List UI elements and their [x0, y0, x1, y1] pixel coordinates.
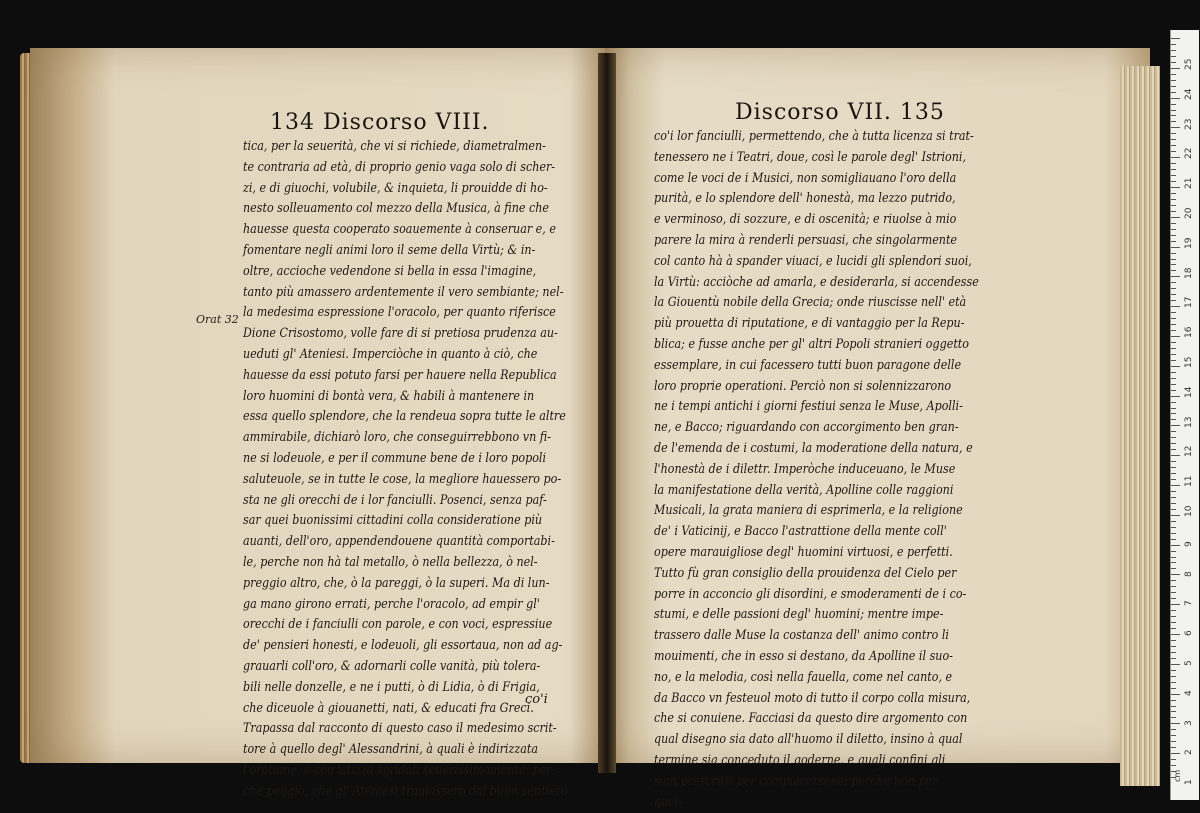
text-line: tanto più amassero ardentemente il vero sembiante; nel- — [243, 283, 568, 304]
ruler-number: 12 — [1184, 446, 1194, 457]
ruler-tick — [1171, 759, 1176, 760]
ruler-tick — [1171, 419, 1176, 420]
ruler-number: 5 — [1184, 660, 1194, 666]
ruler-tick — [1171, 276, 1180, 277]
ruler-tick — [1171, 139, 1176, 140]
ruler-tick — [1171, 640, 1176, 641]
ruler-tick — [1171, 300, 1176, 301]
ruler-tick — [1171, 688, 1176, 689]
ruler-tick — [1171, 634, 1180, 635]
ruler-tick — [1171, 157, 1180, 158]
ruler-number: 11 — [1184, 476, 1194, 487]
ruler-tick — [1171, 360, 1176, 361]
text-line: ga mano girono errati, perche l'oracolo, ad empir gl' — [243, 595, 568, 616]
ruler-tick — [1171, 628, 1176, 629]
text-line: orecchi de i fanciulli con parole, e con voci, espressiue — [243, 615, 568, 636]
text-line: termine sia conceduto il goderne, e quali confini gli — [654, 751, 979, 772]
ruler-tick — [1171, 497, 1176, 498]
ruler-tick — [1171, 676, 1176, 677]
text-line: de l'emenda de i costumi, la moderatione della natura, e — [654, 439, 979, 460]
ruler-tick — [1171, 592, 1176, 593]
ruler-tick — [1171, 533, 1176, 534]
ruler-tick — [1171, 616, 1176, 617]
ruler-unit-label: cm — [1173, 770, 1182, 782]
ruler-number: 14 — [1184, 386, 1194, 397]
text-line: sian prescritti per compiacersene; perche non per — [654, 772, 979, 793]
ruler-tick — [1171, 604, 1180, 605]
text-line: hauesse questa cooperato soauemente à conseruar e, e — [243, 220, 568, 241]
ruler-number: 7 — [1184, 601, 1194, 607]
text-line: no, e la melodia, così nella fauella, come nel canto, e — [654, 668, 979, 689]
ruler-tick — [1171, 241, 1176, 242]
ruler-number: 3 — [1184, 720, 1194, 726]
ruler-tick — [1171, 670, 1176, 671]
ruler-tick — [1171, 115, 1176, 116]
ruler-tick — [1171, 259, 1176, 260]
ruler-tick — [1171, 586, 1176, 587]
ruler-tick — [1171, 348, 1176, 349]
text-line: da Bacco vn festeuol moto di tutto il corpo colla misura, — [654, 689, 979, 710]
text-line: tore à quello degl' Alessandrini, à quali è indirizzata — [243, 740, 568, 761]
text-line: Dione Crisostomo, volle fare di si pretiosa prudenza au- — [243, 324, 568, 345]
ruler-tick — [1171, 312, 1176, 313]
ruler-tick — [1171, 551, 1176, 552]
ruler-number: 24 — [1184, 88, 1194, 99]
ruler-tick — [1171, 479, 1176, 480]
ruler-tick — [1171, 270, 1176, 271]
text-line: loro proprie operationi. Perciò non si solennizzarono — [654, 377, 979, 398]
ruler-tick — [1171, 491, 1176, 492]
text-line: oltre, accioche vedendone si bella in essa l'imagine, — [243, 262, 568, 283]
ruler-tick — [1171, 610, 1176, 611]
ruler-tick — [1171, 44, 1176, 45]
ruler-tick — [1171, 747, 1176, 748]
text-line: ammirabile, dichiarò loro, che conseguirrebbono vn fi- — [243, 428, 568, 449]
right-page-header: Discorso VII. 135 — [735, 100, 945, 125]
ruler-tick — [1171, 98, 1180, 99]
ruler-tick — [1171, 473, 1176, 474]
ruler-tick — [1171, 62, 1176, 63]
ruler-tick — [1171, 580, 1176, 581]
text-line: ne, e Bacco; riguardando con accorgimento ben gran- — [654, 418, 979, 439]
ruler-tick — [1171, 443, 1176, 444]
ruler-number: 19 — [1184, 237, 1194, 248]
text-line: ne i tempi antichi i giorni festiui senza le Muse, Apolli- — [654, 397, 979, 418]
ruler-tick — [1171, 121, 1176, 122]
ruler-tick — [1171, 425, 1180, 426]
text-line: de' i Vaticinij, e Bacco l'astrattione della mente coll' — [654, 522, 979, 543]
ruler-tick — [1171, 515, 1180, 516]
text-line: nesto solleuamento col mezzo della Musica, à fine che — [243, 199, 568, 220]
ruler-tick — [1171, 658, 1176, 659]
ruler-tick — [1171, 509, 1176, 510]
ruler-tick — [1171, 741, 1176, 742]
ruler-number: 23 — [1184, 118, 1194, 129]
text-line: che diceuole à giouanetti, nati, & educati fra Greci. — [243, 699, 568, 720]
ruler-tick — [1171, 539, 1176, 540]
ruler-tick — [1171, 223, 1176, 224]
ruler-tick — [1171, 557, 1176, 558]
ruler-tick — [1171, 110, 1176, 111]
ruler-tick — [1171, 193, 1176, 194]
ruler-tick — [1171, 163, 1176, 164]
text-line: ueduti gl' Ateniesi. Imperciòche in quanto à ciò, che — [243, 345, 568, 366]
ruler-number: 8 — [1184, 571, 1194, 577]
right-page-text — [654, 127, 1039, 813]
ruler-tick — [1171, 402, 1176, 403]
ruler-tick — [1171, 229, 1176, 230]
ruler-number: 6 — [1184, 630, 1194, 636]
ruler-tick — [1171, 652, 1176, 653]
ruler-tick — [1171, 330, 1176, 331]
ruler-tick — [1171, 682, 1176, 683]
text-line: essa quello splendore, che la rendeua sopra tutte le altre — [243, 407, 568, 428]
ruler-tick — [1171, 127, 1180, 128]
ruler-tick — [1171, 753, 1180, 754]
ruler-tick — [1171, 372, 1176, 373]
ruler-tick — [1171, 80, 1176, 81]
ruler-tick — [1171, 390, 1176, 391]
ruler-tick — [1171, 467, 1176, 468]
ruler-tick — [1171, 521, 1176, 522]
text-line: porre in acconcio gli disordini, e smoderamenti de i co- — [654, 585, 979, 606]
measuring-ruler — [1170, 30, 1199, 800]
text-line: te contraria ad età, di proprio genio vaga solo di scher- — [243, 158, 568, 179]
margin-note: Orat 32 — [196, 313, 239, 326]
ruler-tick — [1171, 68, 1180, 69]
text-line: parere la mira à renderli persuasi, che singolarmente — [654, 231, 979, 252]
ruler-tick — [1171, 461, 1176, 462]
ruler-tick — [1171, 545, 1180, 546]
ruler-tick — [1171, 706, 1176, 707]
text-line: co'i lor fanciulli, permettendo, che à tutta licenza si trat- — [654, 127, 979, 148]
ruler-number: 20 — [1184, 208, 1194, 219]
ruler-tick — [1171, 133, 1176, 134]
ruler-tick — [1171, 264, 1176, 265]
text-line: fomentare negli animi loro il seme della Virtù; & in- — [243, 241, 568, 262]
text-line: blica; e fusse anche per gl' altri Popoli stranieri oggetto — [654, 335, 979, 356]
text-line: che peggio, che gl' Ateniesi trauiassero dal buon sentiero — [243, 782, 568, 803]
ruler-tick — [1171, 408, 1176, 409]
text-line: ne si lodeuole, e per il commune bene de i loro popoli — [243, 449, 568, 470]
text-line: che si conuiene. Facciasi da questo dire argomento con — [654, 709, 979, 730]
text-line: Trapassa dal racconto di questo caso il medesimo scrit- — [243, 719, 568, 740]
ruler-number: 2 — [1184, 750, 1194, 756]
text-line: Tutto fù gran consiglio della prouidenza del Cielo per — [654, 564, 979, 585]
ruler-tick — [1171, 485, 1180, 486]
text-line: qual disegno sia dato all'huomo il diletto, insino à qual — [654, 730, 979, 751]
text-line: purità, e lo splendore dell' honestà, ma lezzo putrido, — [654, 189, 979, 210]
text-line: le, perche non hà tal metallo, ò nella bellezza, ò nel- — [243, 553, 568, 574]
ruler-number: 1 — [1184, 779, 1194, 785]
ruler-tick — [1171, 235, 1176, 236]
ruler-tick — [1171, 306, 1180, 307]
text-line: mouimenti, che in esso si destano, da Apolline il suo- — [654, 647, 979, 668]
ruler-tick — [1171, 664, 1180, 665]
ruler-tick — [1171, 574, 1180, 575]
ruler-tick — [1171, 622, 1176, 623]
text-line: come le voci de i Musici, non somigliauano l'oro della — [654, 169, 979, 190]
ruler-tick — [1171, 151, 1176, 152]
text-line: trassero dalle Muse la costanza dell' animo contro li — [654, 626, 979, 647]
ruler-tick — [1171, 294, 1176, 295]
ruler-tick — [1171, 431, 1176, 432]
ruler-tick — [1171, 217, 1180, 218]
text-line: preggio altro, che, ò la pareggi, ò la superi. Ma di lun- — [243, 574, 568, 595]
text-line: auanti, dell'oro, appendendouene quantità comportabi- — [243, 532, 568, 553]
ruler-tick — [1171, 700, 1176, 701]
ruler-tick — [1171, 288, 1176, 289]
ruler-tick — [1171, 449, 1176, 450]
text-line: sar quei buonissimi cittadini colla consideratione più — [243, 511, 568, 532]
ruler-number: 10 — [1184, 506, 1194, 517]
text-line: opere marauigliose degl' huomini virtuosi, e perfetti. — [654, 543, 979, 564]
ruler-tick — [1171, 342, 1176, 343]
ruler-tick — [1171, 765, 1176, 766]
ruler-tick — [1171, 646, 1176, 647]
ruler-tick — [1171, 598, 1176, 599]
ruler-tick — [1171, 354, 1176, 355]
ruler-tick — [1171, 717, 1176, 718]
catchword: co'i — [525, 692, 548, 707]
ruler-tick — [1171, 187, 1180, 188]
ruler-tick — [1171, 211, 1176, 212]
text-line: l'oratione, e con istizza sgridali seuerissimamente; per- — [243, 761, 568, 782]
ruler-tick — [1171, 253, 1176, 254]
ruler-tick — [1171, 723, 1180, 724]
ruler-tick — [1171, 181, 1176, 182]
text-line: la medesima espressione l'oracolo, per quanto riferisce — [243, 303, 568, 324]
text-line: hauesse da essi potuto farsi per hauere nella Republica — [243, 366, 568, 387]
ruler-tick — [1171, 175, 1176, 176]
text-line: e verminoso, di sozzure, e di oscenità; e riuolse à mio — [654, 210, 979, 231]
ruler-tick — [1171, 50, 1176, 51]
ruler-tick — [1171, 104, 1176, 105]
ruler-tick — [1171, 694, 1180, 695]
ruler-number: 22 — [1184, 148, 1194, 159]
ruler-tick — [1171, 396, 1180, 397]
ruler-number: 18 — [1184, 267, 1194, 278]
text-line: col canto hà à spander viuaci, e lucidi gli splendori suoi, — [654, 252, 979, 273]
text-line: zi, e di giuochi, volubile, & inquieta, li prouidde di ho- — [243, 179, 568, 200]
ruler-tick — [1171, 437, 1176, 438]
left-page-text — [243, 137, 628, 803]
ruler-tick — [1171, 366, 1180, 367]
ruler-number: 15 — [1184, 357, 1194, 368]
ruler-tick — [1171, 413, 1176, 414]
ruler-tick — [1171, 729, 1176, 730]
text-line: più prouetta di riputatione, e di vantaggio per la Repu- — [654, 314, 979, 335]
ruler-tick — [1171, 455, 1180, 456]
ruler-tick — [1171, 205, 1176, 206]
ruler-tick — [1171, 74, 1176, 75]
ruler-tick — [1171, 384, 1176, 385]
ruler-number: 4 — [1184, 690, 1194, 696]
ruler-tick — [1171, 38, 1180, 39]
text-line: sta ne gli orecchi de i lor fanciulli. Posenci, senza paf- — [243, 491, 568, 512]
ruler-tick — [1171, 711, 1176, 712]
ruler-number: 25 — [1184, 59, 1194, 70]
ruler-tick — [1171, 378, 1176, 379]
ruler-tick — [1171, 568, 1176, 569]
text-line: de' pensieri honesti, e lodeuoli, gli essortaua, non ad ag- — [243, 636, 568, 657]
ruler-tick — [1171, 86, 1176, 87]
ruler-tick — [1171, 145, 1176, 146]
ruler-number: 16 — [1184, 327, 1194, 338]
text-line: tenessero ne i Teatri, doue, così le parole degl' Istrioni, — [654, 148, 979, 169]
ruler-tick — [1171, 247, 1180, 248]
right-page-edges — [1120, 66, 1160, 786]
ruler-tick — [1171, 199, 1176, 200]
ruler-tick — [1171, 324, 1176, 325]
ruler-tick — [1171, 336, 1180, 337]
text-line: stumi, e delle passioni degl' huomini; mentre impe- — [654, 605, 979, 626]
ruler-tick — [1171, 169, 1176, 170]
ruler-tick — [1171, 735, 1176, 736]
ruler-number: 17 — [1184, 297, 1194, 308]
text-line: quel- — [654, 793, 979, 813]
ruler-tick — [1171, 527, 1176, 528]
text-line: loro huomini di bontà vera, & habili à mantenere in — [243, 387, 568, 408]
text-line: saluteuole, se in tutte le cose, la megliore hauessero po- — [243, 470, 568, 491]
text-line: la manifestatione della verità, Apolline colle raggioni — [654, 481, 979, 502]
ruler-tick — [1171, 92, 1176, 93]
ruler-number: 21 — [1184, 178, 1194, 189]
text-line: la Giouentù nobile della Grecia; onde riuscisse nell' età — [654, 293, 979, 314]
ruler-tick — [1171, 503, 1176, 504]
ruler-tick — [1171, 282, 1176, 283]
text-line: essemplare, in cui facessero tutti buon paragone delle — [654, 356, 979, 377]
ruler-tick — [1171, 562, 1176, 563]
text-line: bili nelle donzelle, e ne i putti, ò di Lidia, ò di Frigia, — [243, 678, 568, 699]
text-line: l'honestà de i dilettr. Imperòche induceuano, le Muse — [654, 460, 979, 481]
text-line: tica, per la seuerità, che vi si richiede, diametralmen- — [243, 137, 568, 158]
text-line: la Virtù: acciòche ad amarla, e desiderarla, si accendesse — [654, 273, 979, 294]
text-line: grauarli coll'oro, & adornarli colle vanità, più tolera- — [243, 657, 568, 678]
ruler-tick — [1171, 56, 1176, 57]
text-line: Musicali, la grata maniera di esprimerla, e la religione — [654, 501, 979, 522]
ruler-number: 13 — [1184, 416, 1194, 427]
ruler-number: 9 — [1184, 541, 1194, 547]
ruler-tick — [1171, 318, 1176, 319]
left-page-header: 134 Discorso VIII. — [270, 110, 490, 135]
